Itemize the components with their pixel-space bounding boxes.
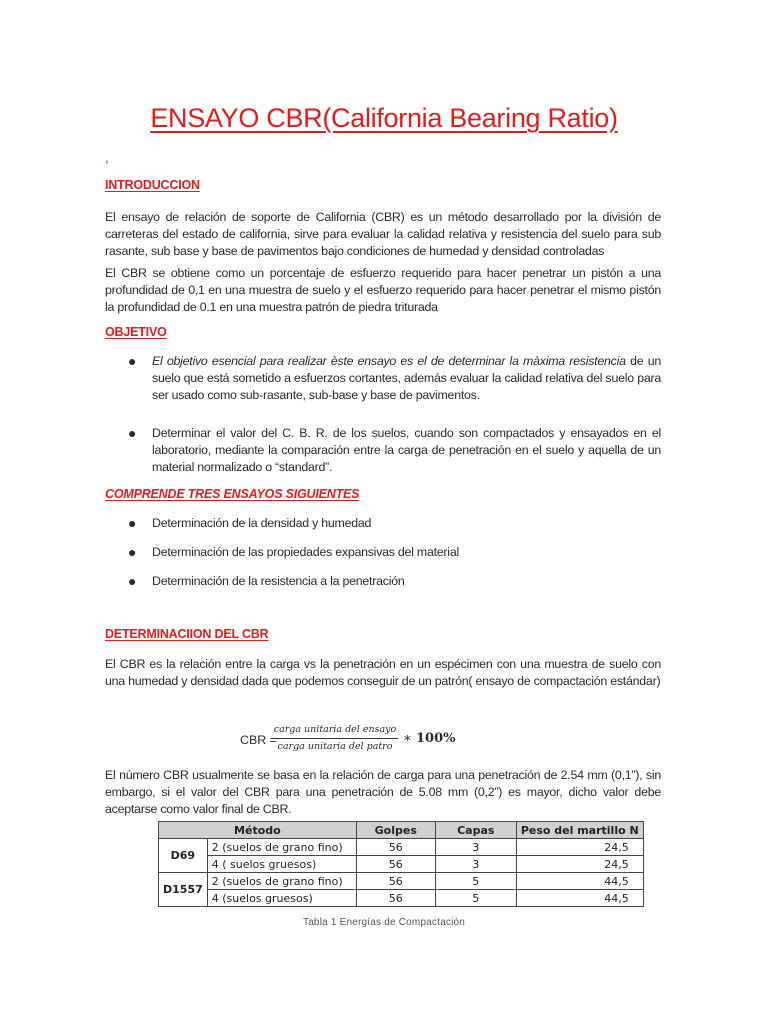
table-cell: 56 [356, 856, 435, 873]
bullet-text: Determinación de la resistencia a la penetración [152, 574, 405, 588]
objetivo-bullet-2 [128, 425, 661, 476]
table-cell: 5 [435, 890, 516, 907]
bullet-icon: ● [128, 515, 137, 531]
table-cell: 44,5 [516, 890, 643, 907]
formula-denominator: carga unitaria del patro [277, 741, 393, 752]
objetivo-bullet-1 [128, 353, 661, 404]
heading-objetivo: OBJETIVO [105, 325, 167, 339]
determinacion-paragraph-1: El CBR es la relación entre la carga vs la penetración en un espécimen con una muestra de suelo con una humedad y densidad dada que podemos conseguir de un patrón( ensayo de compactación estándar) [105, 657, 661, 688]
table-row [159, 890, 644, 907]
table-cell: 5 [435, 873, 516, 890]
bullet-rest-text: de un suelo que está sometido a esfuerzos cortantes, además evaluar la calidad relativa del suelo para ser usado como sub-rasante, sub-base y base de pavimentos. [152, 354, 662, 402]
table-cell: 2 (suelos de grano fino) [207, 839, 356, 856]
heading-determinacion: DETERMINACIION DEL CBR [105, 627, 269, 641]
table-cell: 2 (suelos de grano fino) [207, 873, 356, 890]
table-group-cell: D69 [159, 839, 208, 873]
formula-percent: 100% [415, 731, 456, 746]
bullet-icon: ● [128, 544, 137, 560]
heading-comprende: COMPRENDE TRES ENSAYOS SIGUIENTES [105, 487, 360, 501]
document-title: ENSAYO CBR(California Bearing Ratio) [150, 103, 618, 133]
table-cell: 4 (suelos gruesos) [207, 890, 356, 907]
table-cell: 3 [435, 856, 516, 873]
heading-introduccion: INTRODUCCION [105, 178, 200, 192]
comprende-item [128, 515, 661, 532]
table-row [159, 856, 644, 873]
table-cell: 56 [356, 839, 435, 856]
table-header-cell: Golpes [356, 822, 435, 839]
bullet-text: Determinación de las propiedades expansivas del material [152, 545, 459, 559]
bullet-icon: ● [128, 573, 137, 589]
table-cell: 56 [356, 873, 435, 890]
table-cell: 44,5 [516, 873, 643, 890]
bullet-text: Determinar el valor del C. B. R. de los suelos, cuando son compactados y ensayados en el laboratorio, mediante la comparación entre la carga de penetración en el suelo y aquella de un material normalizado o “standard”. [152, 426, 661, 474]
table-group-cell: D1557 [159, 873, 208, 907]
table-header-row [159, 822, 644, 839]
comprende-item [128, 573, 661, 590]
table-header-cell: Método [159, 822, 357, 839]
table-row [159, 839, 644, 856]
determinacion-paragraph-2: El número CBR usualmente se basa en la relación de carga para una penetración de 2.54 mm (0,1”), sin embargo, si el valor del CBR para una penetración de 5.08 mm (0,2”) es mayor, dicho valor debe aceptarse como valor final de CBR. [105, 768, 661, 816]
table-cell: 24,5 [516, 839, 643, 856]
formula-multiplier [403, 731, 455, 746]
stray-mark: , [105, 150, 109, 165]
table-cell: 24,5 [516, 856, 643, 873]
compaction-energy-table [158, 821, 644, 907]
intro-paragraph-1: El ensayo de relación de soporte de California (CBR) es un método desarrollado por la división de carreteras del estado de california, sirve para evaluar la calidad relativa y resistencia del suelo para sub rasante, sub base y base de pavimentos bajo condiciones de humedad y densidad controladas [105, 210, 661, 258]
formula-fraction [272, 724, 398, 753]
bullet-icon: ● [128, 353, 137, 369]
intro-paragraph-2: El CBR se obtiene como un porcentaje de esfuerzo requerido para hacer penetrar un pistón a una profundidad de 0,1 en una muestra de suelo y el esfuerzo requerido para hacer penetrar el mismo pistón la profundidad de 0.1 en una muestra patrón de piedra triturada [105, 266, 661, 314]
table-header-cell: Peso del martillo N [516, 822, 643, 839]
table-caption: Tabla 1 Energías de Compactación [302, 917, 466, 928]
table-cell: 4 ( suelos gruesos) [207, 856, 356, 873]
bullet-icon: ● [128, 425, 137, 441]
formula-numerator: carga unitaria del ensayo [273, 724, 397, 735]
table-cell: 56 [356, 890, 435, 907]
table-header-cell: Capas [435, 822, 516, 839]
formula-label: CBR = [240, 733, 277, 747]
bullet-text [152, 353, 661, 404]
formula-operator: ∗ [403, 731, 412, 746]
comprende-item [128, 544, 661, 561]
table-row [159, 873, 644, 890]
fraction-bar [272, 738, 398, 739]
table-cell: 3 [435, 839, 516, 856]
bullet-text: Determinación de la densidad y humedad [152, 516, 372, 530]
bullet-italic-text: El objetivo esencial para realizar èste ensayo es el de determinar la màxima resistencia [152, 354, 626, 368]
